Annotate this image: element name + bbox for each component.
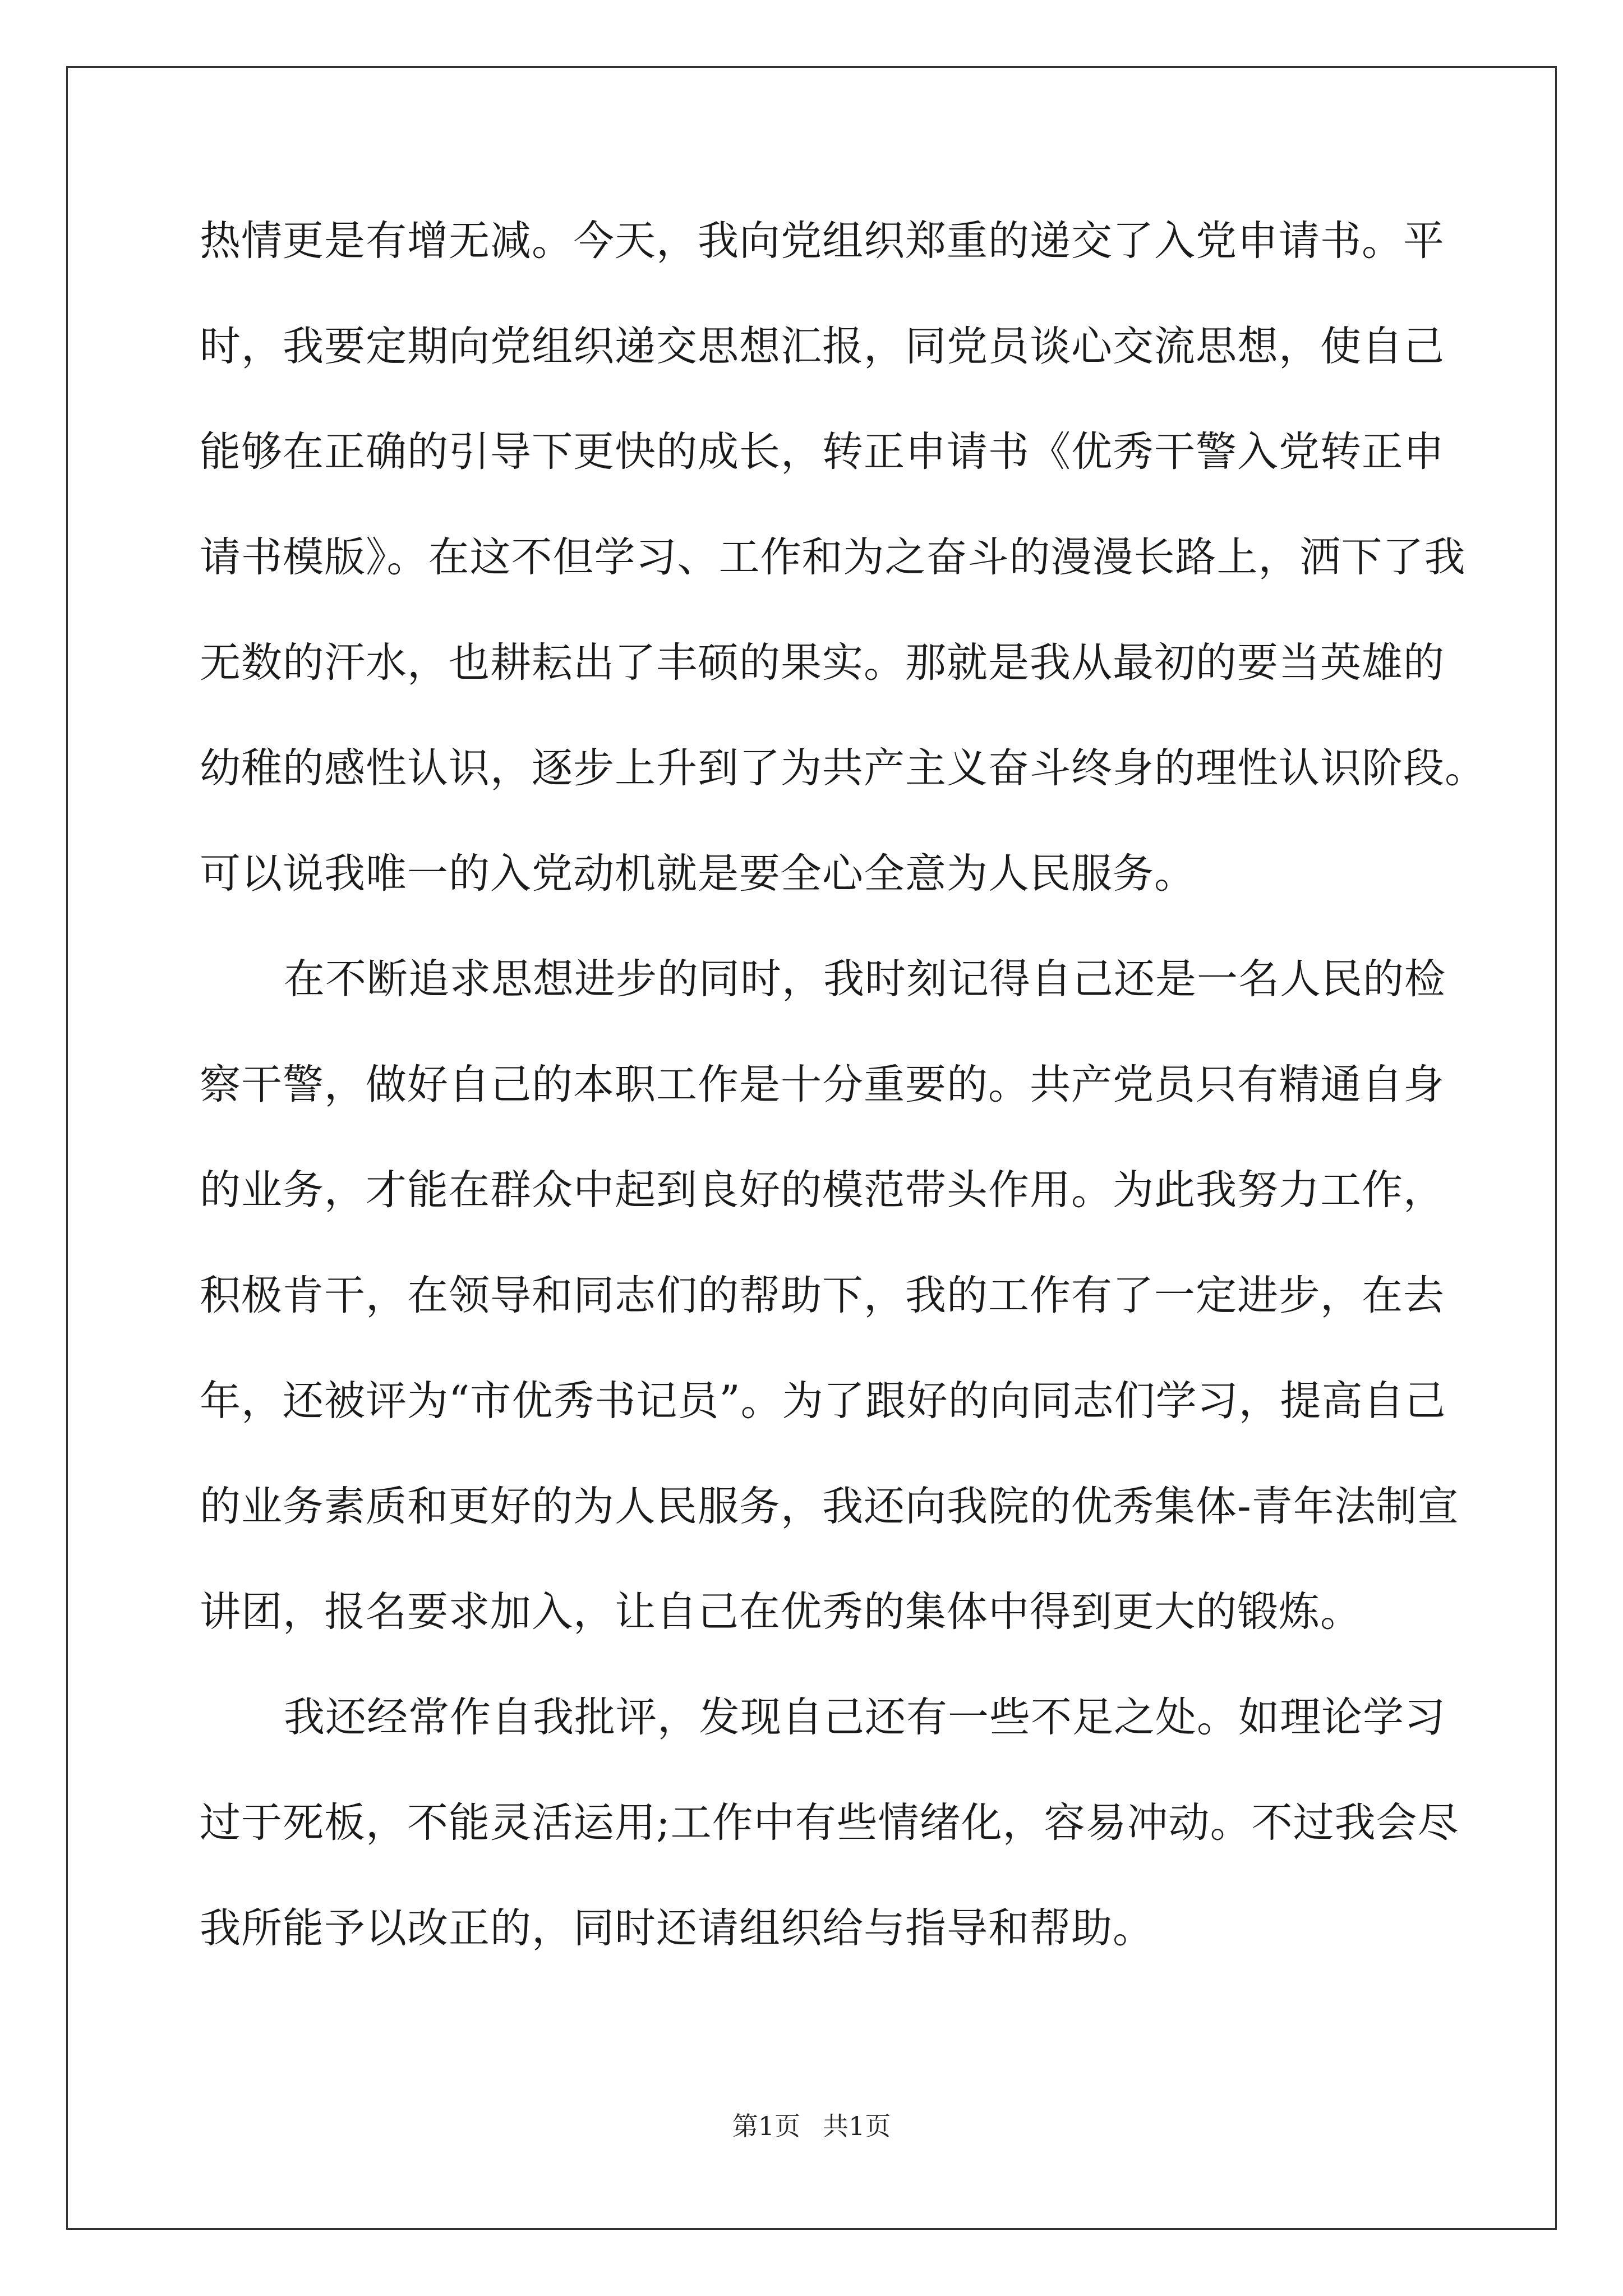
paragraph-start-line: 在不断追求思想进步的同时，我时刻记得自己还是一名人民的检: [284, 955, 1446, 1003]
text-line: 可以说我唯一的入党动机就是要全心全意为人民服务。: [200, 850, 1196, 898]
text-line: 我所能予以改正的，同时还请组织给与指导和帮助。: [200, 1904, 1154, 1952]
text-line: 年，还被评为“市优秀书记员”。为了跟好的向同志们学习，提高自己: [200, 1377, 1446, 1425]
text-line: 的业务，才能在群众中起到良好的模范带头作用。为此我努力工作，: [200, 1166, 1445, 1214]
page-number: 第1页: [732, 2111, 800, 2141]
text-line: 时，我要定期向党组织递交思想汇报，同党员谈心交流思想，使自己: [200, 323, 1445, 370]
text-line: 察干警，做好自己的本职工作是十分重要的。共产党员只有精通自身: [200, 1061, 1445, 1108]
text-line: 讲团，报名要求加入，让自己在优秀的集体中得到更大的锻炼。: [200, 1588, 1362, 1636]
document-body: [200, 216, 1486, 2009]
text-line: 无数的汗水，也耕耘出了丰硕的果实。那就是我从最初的要当英雄的: [200, 639, 1445, 687]
paragraph-start-line: 我还经常作自我批评，发现自己还有一些不足之处。如理论学习: [284, 1694, 1446, 1741]
text-line: 的业务素质和更好的为人民服务，我还向我院的优秀集体-青年法制宣: [200, 1483, 1459, 1530]
text-line: 过于死板，不能灵活运用;工作中有些情绪化，容易冲动。不过我会尽: [200, 1799, 1459, 1847]
text-line: 幼稚的感性认识，逐步上升到了为共产主义奋斗终身的理性认识阶段。: [200, 744, 1486, 792]
page-footer: [0, 2109, 1623, 2143]
text-line: 请书模版》。在这不但学习、工作和为之奋斗的漫漫长路上，洒下了我: [200, 533, 1466, 581]
page-total: 共1页: [823, 2111, 891, 2141]
text-line: 积极肯干，在领导和同志们的帮助下，我的工作有了一定进步，在去: [200, 1272, 1445, 1319]
text-line: 热情更是有增无减。今天，我向党组织郑重的递交了入党申请书。平: [200, 217, 1445, 265]
text-line: 能够在正确的引导下更快的成长，转正申请书《优秀干警入党转正申: [200, 428, 1445, 476]
